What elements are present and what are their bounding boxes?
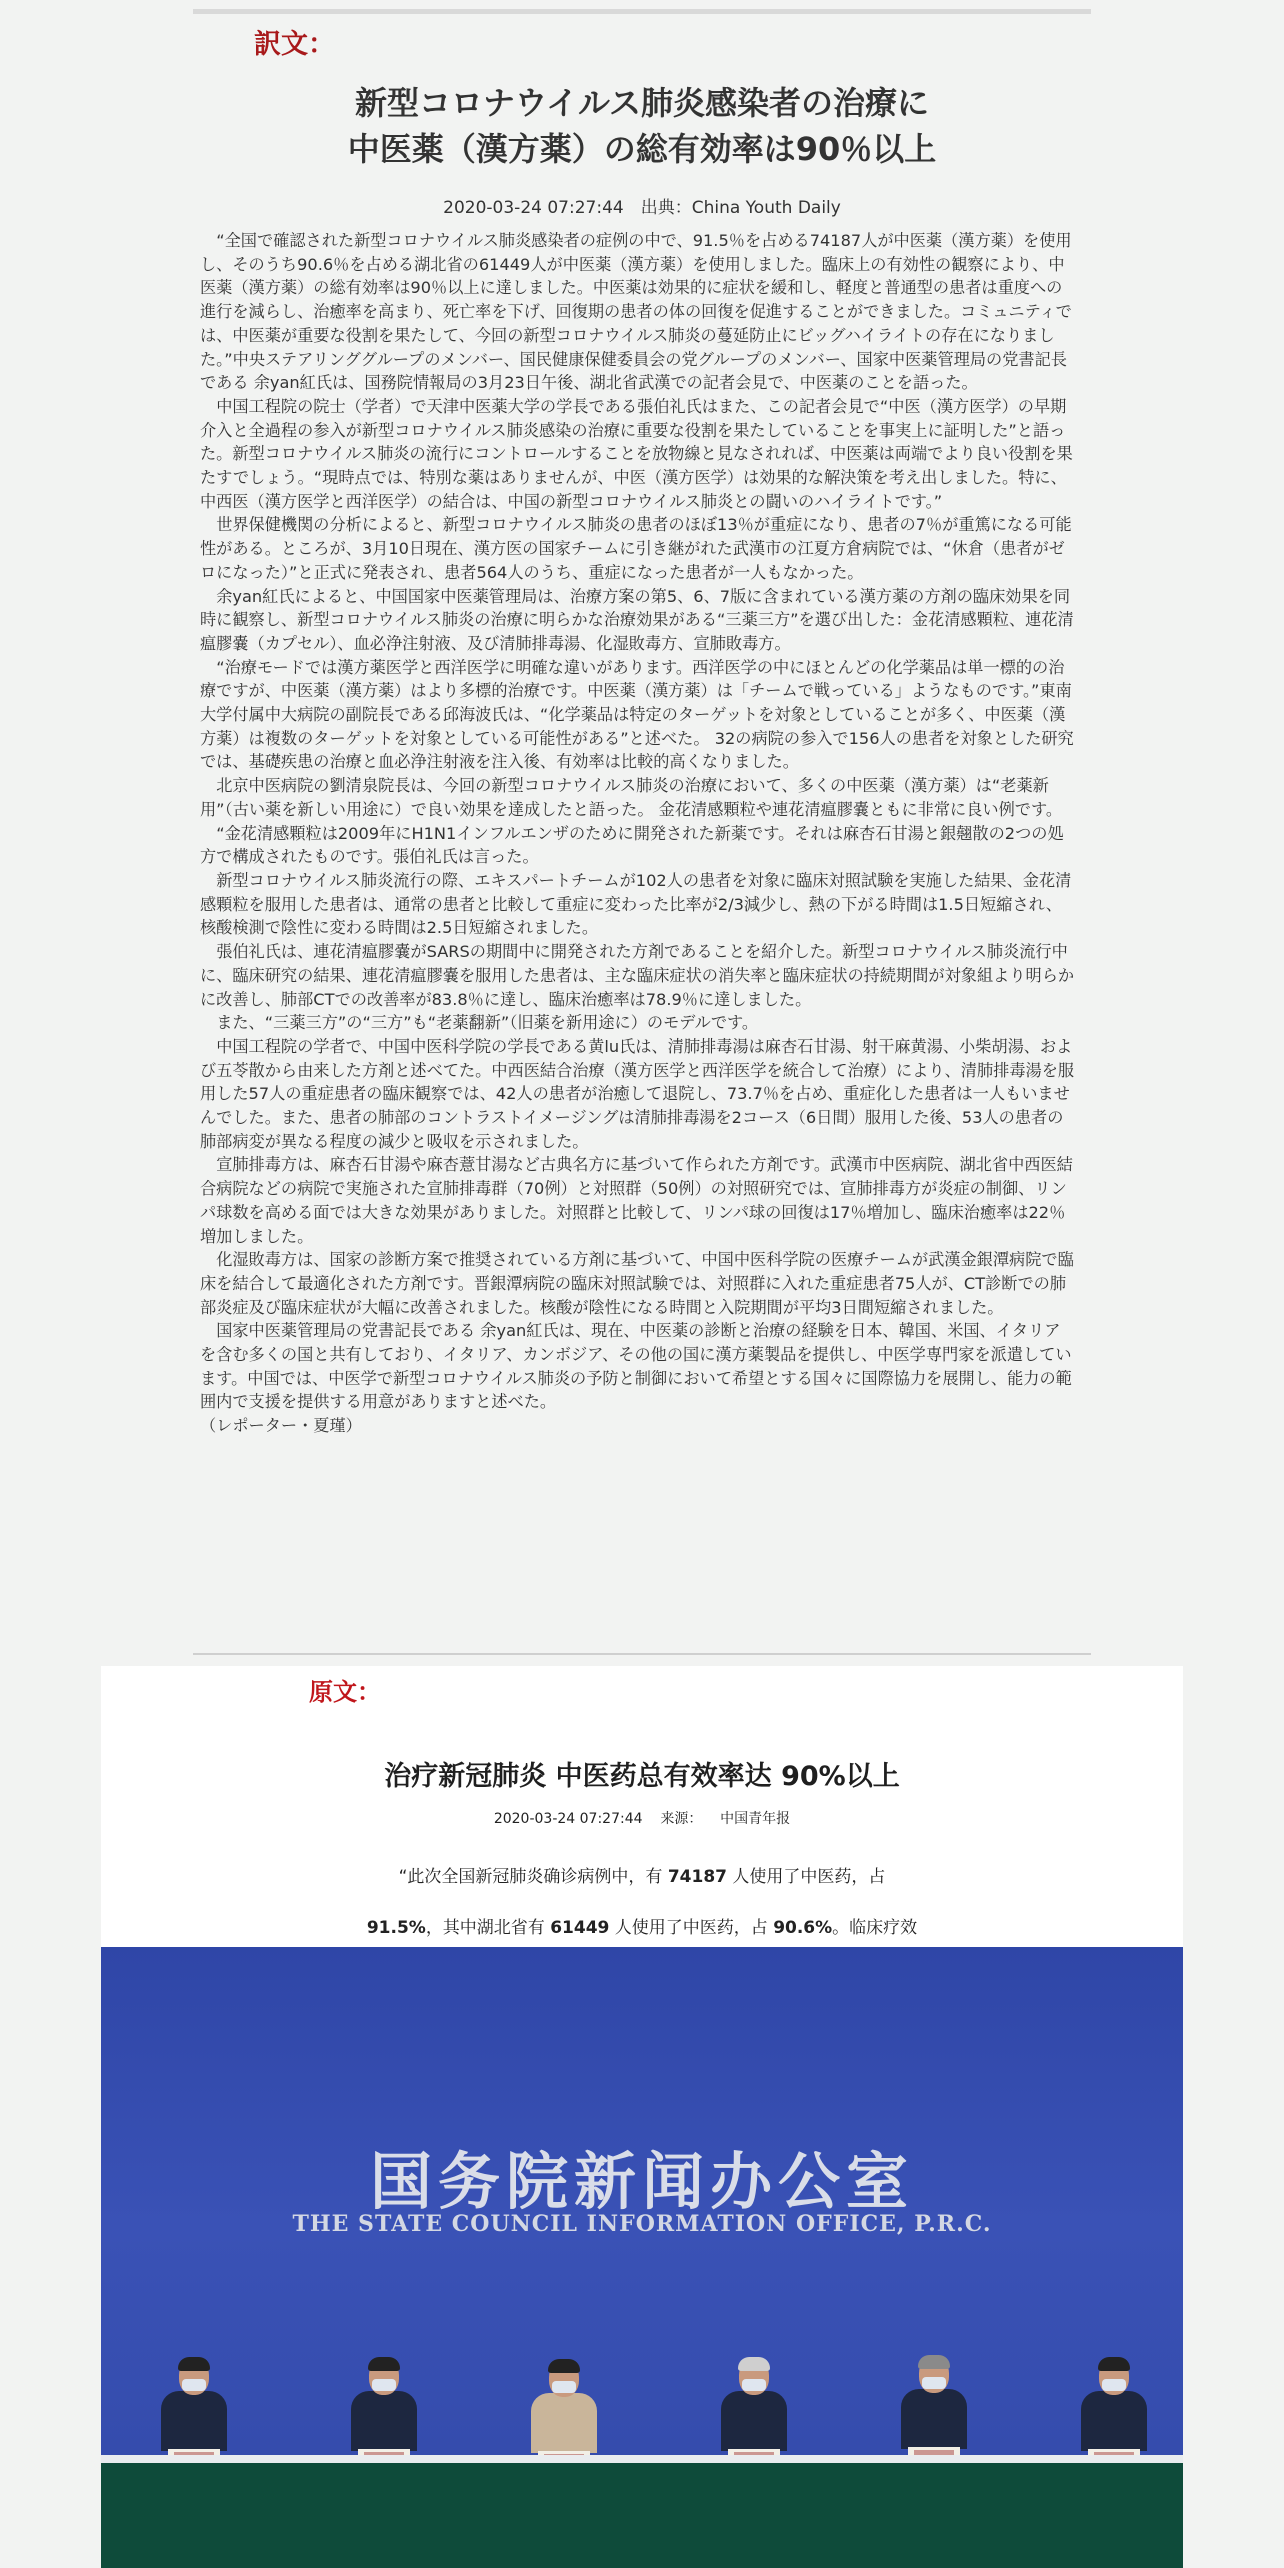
- paragraph: “金花清感顆粒は2009年にH1N1インフルエンザのために開発された新薬です。それは麻杏石甘湯と銀翹散の2つの処方で構成されたものです。張伯礼氏は言った。: [200, 823, 1064, 867]
- original-title: 治疗新冠肺炎 中医药总有效率达 90%以上: [384, 1761, 900, 1792]
- press-conference-photo: [101, 1947, 1183, 2568]
- original-source: 中国青年报: [720, 1811, 791, 1827]
- conference-table: [101, 2463, 1183, 2568]
- paragraph: “治療モードでは漢方薬医学と西洋医学に明確な違いがあります。西洋医学の中にほとんどの化学薬品は単一標的の治療ですが、中医薬（漢方薬）はより多標的治療です。中医薬（漢方薬）は「チームで戦っている」ようなものです。”東南大学付属中大病院の副院長である邱海波氏は、“化学薬品は特定のターゲットを対象としていることが多く、中医薬（漢方薬）は複数のターゲットを対象としている可能性がある”と述べた。 32の病院の参入で156人の患者を対象とした研究では、基礎疾患の治療と血必浄注射液を注入後、有効率は比較的高くなりました。: [200, 657, 1074, 772]
- paragraph: 張伯礼氏は、連花清瘟膠嚢がSARSの期間中に開発された方剤であることを紹介した。新型コロナウイルス肺炎流行中に、臨床研究の結果、連花清瘟膠嚢を服用した患者は、主な臨床症状の消失率と臨床症状の持続期間が対象組より明らかに改善し、肺部CTでの改善率が83.8％に達し、臨床治癒率は78.9％に達しました。: [200, 942, 1075, 1009]
- paragraph: 新型コロナウイルス肺炎流行の際、エキスパートチームが102人の患者を対象に臨床対照試験を実施した結果、金花清感顆粒を服用した患者は、通常の患者と比較して重症に変わった比率が2/3減少し、熱の下がる時間は1.5日短縮され、核酸検測で陰性に変わる時間は2.5日短縮されました。: [200, 870, 1072, 938]
- quote-number: 61449: [550, 1918, 610, 1938]
- quote-text: “此次全国新冠肺炎确诊病例中，有: [398, 1867, 668, 1887]
- paragraph: 余yan紅氏によると、中国国家中医薬管理局は、治療方案の第5、6、7版に含まれている漢方薬の方剤の臨床効果を同時に観察し、新型コロナウイルス肺炎の治療に明らかな治療効果がある“三薬三方”を選び出した：金花清感顆粒、連花清瘟膠嚢（カプセル）、血必浄注射液、及び清肺排毒湯、化湿敗毒方、宣肺敗毒方。: [200, 586, 1074, 653]
- quote-text: ，其中湖北省有: [425, 1918, 551, 1938]
- original-label: 原文：: [309, 1678, 381, 1706]
- paragraph: 北京中医病院の劉清泉院長は、今回の新型コロナウイルス肺炎の治療において、多くの中医薬（漢方薬）は“老薬新用”（古い薬を新しい用途に）で良い効果を達成したと語った。 金花清感顆粒や連花清瘟膠嚢ともに非常に良い例です。: [200, 776, 1063, 819]
- translation-title: [193, 80, 1091, 172]
- translation-label: 訳文：: [254, 29, 335, 60]
- paragraph: “全国で確認された新型コロナウイルス肺炎感染者の症例の中で、91.5％を占める74187人が中医薬（漢方薬）を使用し、そのうち90.6％を占める湖北省の61449人が中医薬（漢方薬）を使用しました。臨床上の有効性の観察により、中医薬（漢方薬）の総有効率は90％以上に達しました。中医薬は効果的に症状を緩和し、軽度と普通型の患者は重度への進行を減らし、治癒率を高まり、死亡率を下げ、回復期の患者の体の回復を促進することができました。コミュニティでは、中医薬が重要な役割を果たして、今回の新型コロナウイルス肺炎の蔓延防止にビッグハイライトの存在になりました。”中央ステアリンググループのメンバー、国民健康保健委員会の党グループのメンバー、国家中医薬管理局の党書記長である 余yan紅氏は、国務院情報局の3月23日午後、湖北省武漢での記者会見で、中医薬のことを語った。: [200, 231, 1072, 393]
- original-quote-line2: [101, 1913, 1183, 1938]
- paragraph: 世界保健機関の分析によると、新型コロナウイルス肺炎の患者のほぼ13％が重症になり、患者の7％が重篤になる可能性がある。ところが、3月10日現在、漢方医の国家チームに引き継がれた武漢市の江夏方倉病院では、“休倉（患者がゼロになった）”と正式に発表され、患者564人のうち、重症になった患者が一人もなかった。: [200, 515, 1072, 582]
- original-meta: [101, 1808, 1183, 1828]
- quote-number: 91.5%: [366, 1918, 426, 1938]
- paragraph: 中国工程院の学者で、中国中医科学院の学長である黄lu氏は、清肺排毒湯は麻杏石甘湯、射干麻黄湯、小柴胡湯、および五苓散から由来した方剤と述べてた。中西医結合治療（漢方医学と西洋医学を統合して治療）により、清肺排毒湯を服用した57人の重症患者の臨床観察では、42人の患者が治癒して退院し、73.7％を占め、重症化した患者は一人もいませんでした。また、患者の肺部のコントラストイメージングは清肺排毒湯を2コース（6日間）服用した後、53人の患者の肺部病変が異なる程度の減少と吸収を示されました。: [200, 1036, 1075, 1151]
- quote-text: 人使用了中医药，占: [609, 1918, 774, 1938]
- backdrop-sign-english: THE STATE COUNCIL INFORMATION OFFICE, P.R.C.: [292, 2211, 992, 2237]
- original-article-image: [101, 1666, 1183, 2568]
- quote-number: 90.6%: [773, 1918, 833, 1938]
- quote-number: 74187: [667, 1867, 727, 1887]
- original-source-label: 来源：: [660, 1811, 703, 1827]
- original-quote-line1: [101, 1862, 1183, 1887]
- quote-text: 。临床疗效: [832, 1918, 918, 1938]
- original-date: 2020-03-24 07:27:44: [493, 1811, 643, 1827]
- backdrop-sign-chinese: 国务院新闻办公室: [369, 2145, 914, 2218]
- paragraph: 国家中医薬管理局の党書記長である 余yan紅氏は、現在、中医薬の診断と治療の経験を日本、韓国、米国、イタリアを含む多くの国と共有しており、イタリア、カンボジア、その他の国に漢方薬製品を提供し、中医学専門家を派遣しています。中国では、中医学で新型コロナウイルス肺炎の予防と制御において希望とする国々に国際協力を展開し、能力の範囲内で支援を提供する用意がありますと述べた。: [200, 1321, 1072, 1412]
- paragraph: また、“三薬三方”の“三方”も“老薬翻新”（旧薬を新用途に）のモデルです。: [216, 1013, 759, 1033]
- translation-meta: 2020-03-24 07:27:44 出典：China Youth Daily: [443, 198, 841, 218]
- quote-text: 人使用了中医药，占: [726, 1867, 886, 1887]
- paragraph: 中国工程院の院士（学者）で天津中医薬大学の学長である張伯礼氏はまた、この記者会見で“中医（漢方医学）の早期介入と全過程の参入が新型コロナウイルス肺炎感染の治療に重要な役割を果たしていることを事実上に証明した”と語った。新型コロナウイルス肺炎の流行にコントロールすることを放物線と見なされれば、中医薬は両端でより良い役割を果たすでしょう。“現時点では、特別な薬はありませんが、中医（漢方医学）は効果的な解決策を考え出しました。特に、中西医（漢方医学と西洋医学）の結合は、中国の新型コロナウイルス肺炎との闘いのハイライトです。”: [200, 396, 1073, 511]
- paragraph: 宣肺排毒方は、麻杏石甘湯や麻杏薏甘湯など古典名方に基づいて作られた方剤です。武漢市中医病院、湖北省中西医結合病院などの病院で実施された宣肺排毒群（70例）と対照群（50例）の対照研究では、宣肺排毒方が炎症の制御、リンパ球数を高める面では大きな効果がありました。対照群と比較して、リンパ球の回復は17％増加し、臨床治癒率は22％増加しました。: [200, 1155, 1073, 1246]
- translation-title-line1: 新型コロナウイルス肺炎感染者の治療に: [354, 84, 930, 122]
- top-rule: [193, 9, 1091, 14]
- translation-title-line2: 中医薬（漢方薬）の総有効率は90％以上: [347, 130, 937, 168]
- paragraph: 化湿敗毒方は、国家の診断方案で推奨されている方剤に基づいて、中国中医科学院の医療チームが武漢金銀潭病院で臨床を結合して最適化された方剤です。晋銀潭病院の臨床対照試験では、対照群に入れた重症患者75人が、CT診断での肺部炎症及び臨床症状が大幅に改善されました。核酸が陰性になる時間と入院期間が平均3日間短縮されました。: [200, 1250, 1074, 1317]
- translation-body: [200, 229, 1075, 1438]
- reporter-credit: （レポーター・夏瑾）: [200, 1416, 362, 1436]
- section-divider: [193, 1653, 1091, 1655]
